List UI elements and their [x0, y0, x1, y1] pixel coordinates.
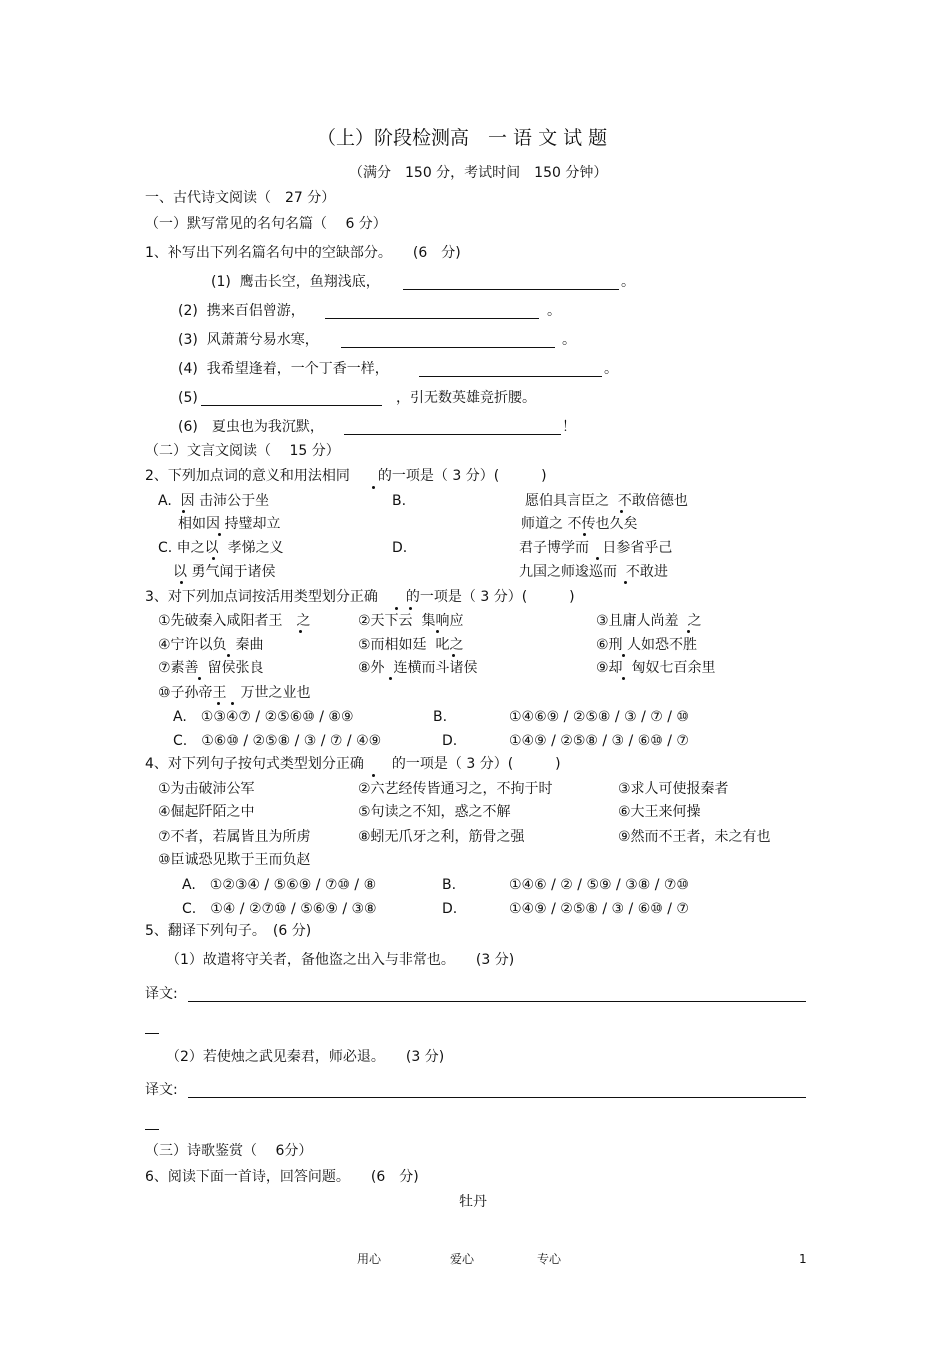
answer-blank[interactable] [419, 376, 602, 377]
exam-meta: （满分 150 分，考试时间 150 分钟） [349, 165, 608, 181]
option-d-line1: 君子博学而 日参省乎己 [519, 540, 673, 556]
option-c-line2: 以 勇气闻于诸侯 [173, 564, 276, 580]
section-heading: 一、古代诗文阅读（ 27 分） [145, 190, 336, 206]
fill-item-tail: 。 [547, 303, 561, 319]
list-item: ⑩子孙帝王 万世之业也 [158, 685, 311, 701]
answer-blank[interactable] [201, 405, 382, 406]
answer-option-c[interactable]: C. ①⑥⑩ / ②⑤⑧ / ③ / ⑦ / ④⑨ [173, 733, 382, 749]
emphasis-dot [395, 607, 398, 610]
list-item: ⑩臣诚恐见欺于王而负赵 [158, 852, 311, 868]
question-stem: 5、翻译下列句子。 (6 分) [145, 923, 312, 939]
emphasis-dot [372, 774, 375, 777]
emphasis-dot [389, 677, 392, 680]
emphasis-dot [624, 581, 627, 584]
translate-sentence-2: （2）若使烛之武见秦君，师必退。 (3 分) [166, 1049, 445, 1065]
emphasis-dot [583, 533, 586, 536]
answer-option-a[interactable]: A. ①③④⑦ / ②⑤⑥⑩ / ⑧⑨ [173, 709, 354, 725]
list-item: ②六艺经传皆通习之，不拘于时 [358, 781, 553, 797]
emphasis-dot [227, 654, 230, 657]
page-title: （上）阶段检测高 一 语 文 试 题 [317, 127, 608, 149]
list-item: ⑥大王来何操 [618, 804, 701, 820]
list-item: ②天下云 集响应 [358, 613, 464, 629]
emphasis-dot [687, 630, 690, 633]
emphasis-dot [620, 510, 623, 513]
answer-line-end [145, 1033, 159, 1034]
answer-blank[interactable] [403, 289, 619, 290]
answer-option-d[interactable]: ①④⑨ / ②⑤⑧ / ③ / ⑥⑩ / ⑦ [509, 901, 689, 917]
list-item: ⑨然而不王者，未之有也 [618, 829, 771, 845]
part-heading: （一）默写常见的名句名篇（ 6 分） [145, 216, 387, 232]
fill-item-tail: 。 [562, 332, 576, 348]
fill-item-label: (3) 风萧萧兮易水寒， [178, 332, 319, 348]
emphasis-dot [452, 654, 455, 657]
emphasis-dot [622, 677, 625, 680]
option-b-line1: 愿伯具言臣之 不敢倍德也 [525, 493, 688, 509]
footer-right: 专心 [537, 1252, 562, 1266]
list-item: ①先破秦入咸阳者王 之 [158, 613, 311, 629]
question-stem: 6、阅读下面一首诗，回答问题。 (6 分) [145, 1169, 419, 1185]
answer-option-d-label: D. [442, 901, 458, 917]
answer-option-c[interactable]: C. ①④ / ②⑦⑩ / ⑤⑥⑨ / ③⑧ [182, 901, 377, 917]
fill-item-tail: 。 [604, 361, 618, 377]
emphasis-dot [596, 557, 599, 560]
list-item: ③求人可使报秦者 [618, 781, 729, 797]
answer-blank[interactable] [344, 434, 561, 435]
answer-blank[interactable] [341, 347, 555, 348]
answer-line-end [145, 1129, 159, 1130]
list-item: ①为击破沛公军 [158, 781, 255, 797]
translation-label: 译文: [145, 1082, 178, 1098]
option-d-label: D. [392, 540, 408, 556]
list-item: ⑧蚓无爪牙之利，筋骨之强 [358, 829, 525, 845]
list-item: ⑦素善 留侯张良 [158, 660, 264, 676]
translation-label: 译文: [145, 986, 178, 1002]
translate-sentence-1: （1）故遣将守关者，备他盗之出入与非常也。 (3 分) [166, 952, 515, 968]
fill-item-tail: ，引无数英雄竞折腰。 [396, 390, 536, 406]
page-number: 1 [799, 1252, 807, 1266]
option-c-line1: C. 申之以 孝悌之义 [158, 540, 284, 556]
emphasis-dot [299, 630, 302, 633]
answer-blank[interactable] [325, 318, 539, 319]
answer-option-d-label: D. [442, 733, 458, 749]
list-item: ⑨却 匈奴七百余里 [596, 660, 716, 676]
part-heading: （三）诗歌鉴赏（ 6分） [145, 1143, 313, 1159]
answer-option-b[interactable]: ①④⑥⑨ / ②⑤⑧ / ③ / ⑦ / ⑩ [509, 709, 689, 725]
option-b-label: B. [392, 493, 407, 509]
fill-item-tail: 。 [621, 274, 635, 290]
option-d-line2: 九国之师逡巡而 不敢进 [519, 564, 668, 580]
emphasis-dot [218, 533, 221, 536]
option-b-line2: 师道之 不传也久矣 [521, 516, 638, 532]
list-item: ⑦不者，若属皆且为所虏 [158, 829, 311, 845]
emphasis-dot [212, 557, 215, 560]
answer-option-d[interactable]: ①④⑨ / ②⑤⑧ / ③ / ⑥⑩ / ⑦ [509, 733, 689, 749]
answer-option-b-label: B. [442, 877, 457, 893]
option-a-line2: 相如因 持璧却立 [178, 516, 281, 532]
translation-answer-line[interactable] [188, 1097, 806, 1098]
answer-option-b[interactable]: ①④⑥ / ② / ⑤⑨ / ③⑧ / ⑦⑩ [509, 877, 689, 893]
translation-answer-line[interactable] [188, 1001, 806, 1002]
question-stem: 3、对下列加点词按活用类型划分正确 的一项是（ 3 分）( ) [145, 589, 575, 605]
fill-item-label: (4) 我希望逢着，一个丁香一样， [178, 361, 389, 377]
emphasis-dot [198, 677, 201, 680]
list-item: ⑤句读之不知，惑之不解 [358, 804, 511, 820]
emphasis-dot [372, 486, 375, 489]
emphasis-dot [436, 630, 439, 633]
question-stem: 2、下列加点词的意义和用法相同 的一项是（ 3 分）( ) [145, 468, 547, 484]
fill-item-label: (5) [178, 390, 198, 406]
answer-option-a[interactable]: A. ①②③④ / ⑤⑥⑨ / ⑦⑩ / ⑧ [182, 877, 377, 893]
fill-item-label: (1) 鹰击长空，鱼翔浅底， [211, 274, 380, 290]
part-heading: （二）文言文阅读（ 15 分） [145, 443, 340, 459]
list-item: ④倔起阡陌之中 [158, 804, 255, 820]
poem-title: 牡丹 [459, 1194, 487, 1210]
question-stem: 1、补写出下列名篇名句中的空缺部分。 (6 分) [145, 245, 461, 261]
footer-mid: 爱心 [450, 1252, 475, 1266]
emphasis-dot [180, 581, 183, 584]
emphasis-dot [622, 654, 625, 657]
list-item: ⑧外 连横而斗诸侯 [358, 660, 478, 676]
answer-option-b-label: B. [433, 709, 448, 725]
emphasis-dot [217, 702, 220, 705]
emphasis-dot [409, 607, 412, 610]
list-item: ④宁许以负 秦曲 [158, 637, 264, 653]
emphasis-dot [231, 702, 234, 705]
list-item: ⑤而相如廷 叱之 [358, 637, 464, 653]
list-item: ③且庸人尚羞 之 [596, 613, 702, 629]
footer-left: 用心 [357, 1252, 382, 1266]
fill-item-label: (2) 携来百侣曾游， [178, 303, 305, 319]
emphasis-dot [182, 510, 185, 513]
list-item: ⑥刑 人如恐不胜 [596, 637, 698, 653]
question-stem: 4、对下列句子按句式类型划分正确 的一项是（ 3 分）( ) [145, 756, 561, 772]
fill-item-tail: ！ [562, 419, 576, 435]
option-a-line1: A. 因 击沛公于坐 [158, 493, 270, 509]
fill-item-label: (6) 夏虫也为我沉默， [178, 419, 324, 435]
